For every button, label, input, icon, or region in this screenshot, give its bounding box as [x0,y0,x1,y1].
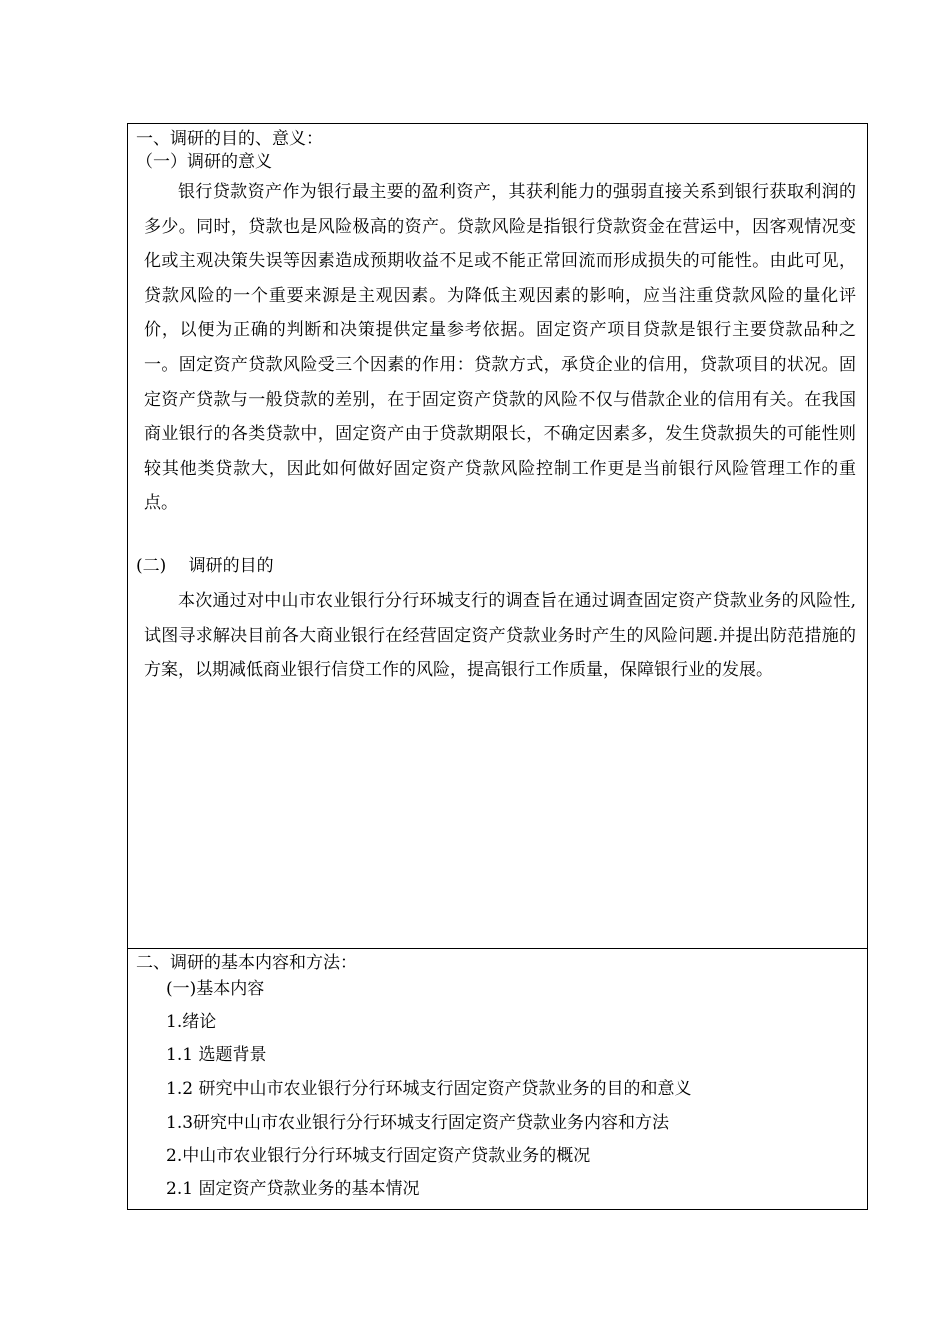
section1-sub1-title: （一）调研的意义 [136,152,272,172]
section1-sub2-title: (二) 调研的目的 [136,556,274,576]
section1-sub1-paragraph: 银行贷款资产作为银行最主要的盈利资产，其获利能力的强弱直接关系到银行获取利润的多少。同时，贷款也是风险极高的资产。贷款风险是指银行贷款资金在营运中，因客观情况变化或主观决策失误等因素造成预期收益不足或不能正常回流而形成损失的可能性。由此可见，贷款风险的一个重要来源是主观因素。为降低主观因素的影响，应当注重贷款风险的量化评价，以便为正确的判断和决策提供定量参考依据。固定资产项目贷款是银行主要贷款品种之一。固定资产贷款风险受三个因素的作用：贷款方式，承贷企业的信用，贷款项目的状况。固定资产贷款与一般贷款的差别，在于固定资产贷款的风险不仅与借款企业的信用有关。在我国商业银行的各类贷款中，固定资产由于贷款期限长，不确定因素多，发生贷款损失的可能性则较其他类贷款大，因此如何做好固定资产贷款风险控制工作更是当前银行风险管理工作的重点。 [144,182,856,514]
section1-heading: 一、调研的目的、意义： [136,129,323,149]
section2-sub1-title: (一)基本内容 [166,979,265,999]
document-table [127,123,868,1210]
outline-item: 1.绪论 [166,1012,217,1032]
outline-item: 2.1 固定资产贷款业务的基本情况 [166,1179,420,1199]
section1-sub2-paragraph: 本次通过对中山市农业银行分行环城支行的调查旨在通过调查固定资产贷款业务的风险性,试图寻求解决目前各大商业银行在经营固定资产贷款业务时产生的风险问题.并提出防范措施的方案，以期减低商业银行信贷工作的风险，提高银行工作质量，保障银行业的发展。 [144,591,856,681]
section-content-methods [128,949,867,1209]
section2-heading: 二、调研的基本内容和方法： [136,953,357,973]
section-purpose-significance [128,124,867,949]
outline-item: 1.2 研究中山市农业银行分行环城支行固定资产贷款业务的目的和意义 [166,1079,692,1099]
outline-item: 1.3研究中山市农业银行分行环城支行固定资产贷款业务内容和方法 [166,1113,670,1133]
outline-item: 2.中山市农业银行分行环城支行固定资产贷款业务的概况 [166,1146,591,1166]
outline-item: 1.1 选题背景 [166,1045,267,1065]
